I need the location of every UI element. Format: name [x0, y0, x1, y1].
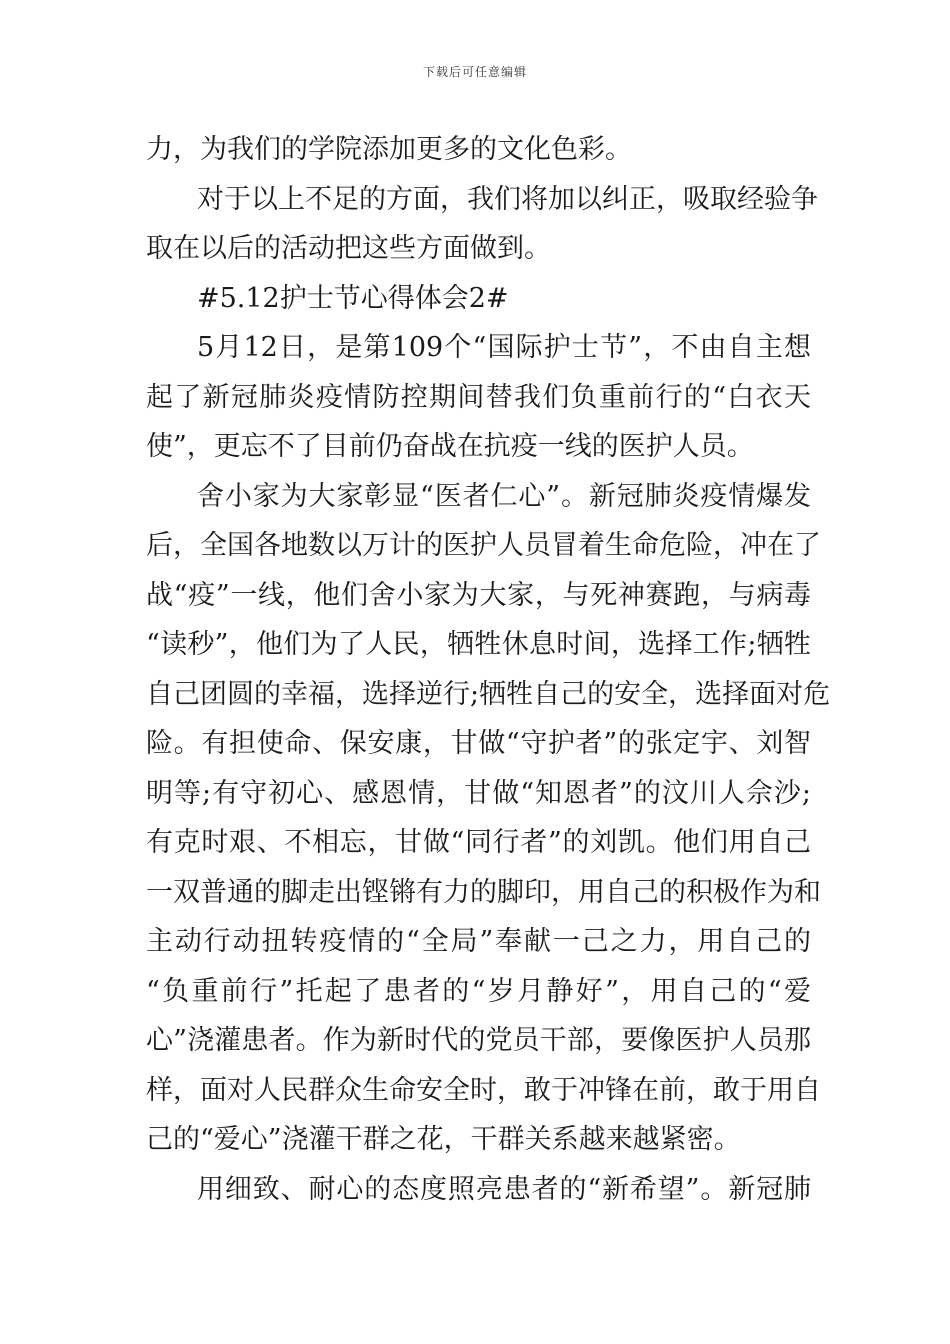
document-body	[146, 125, 831, 1214]
text-line: 有克时艰、不相忘，甘做“同行者”的刘凯。他们用自己	[146, 827, 811, 858]
text-line: 自己团圆的幸福，选择逆行;牺牲自己的安全，选择面对危	[146, 678, 831, 710]
text-line: 使”，更忘不了目前仍奋战在抗疫一线的医护人员。	[146, 431, 754, 462]
text-line: 主动行动扭转疫情的“全局”奉献一己之力，用自己的	[146, 926, 811, 957]
text-line: 力，为我们的学院添加更多的文化色彩。	[146, 134, 632, 165]
text-line: 后，全国各地数以万计的医护人员冒着生命危险，冲在了	[146, 530, 821, 561]
text-line: 对于以上不足的方面，我们将加以纠正，吸取经验争	[197, 183, 818, 215]
text-line: 样，面对人民群众生命安全时，敢于冲锋在前，敢于用自	[146, 1074, 821, 1106]
text-line: 战“疫”一线，他们舍小家为大家，与死神赛跑，与病毒	[146, 579, 811, 611]
text-line: 一双普通的脚走出铿锵有力的脚印，用自己的积极作为和	[146, 876, 821, 908]
text-line: 用细致、耐心的态度照亮患者的“新希望”。新冠肺	[197, 1173, 811, 1205]
text-line: 取在以后的活动把这些方面做到。	[146, 233, 551, 264]
text-line: 己的“爱心”浇灌干群之花，干群关系越来越紧密。	[146, 1124, 741, 1155]
page-header-note: 下载后可任意编辑	[422, 65, 527, 79]
text-line: “负重前行”托起了患者的“岁月静好”，用自己的“爱	[146, 975, 811, 1007]
text-line: 起了新冠肺炎疫情防控期间替我们负重前行的“白衣天	[146, 381, 811, 413]
text-line: “读秒”，他们为了人民，牺牲休息时间，选择工作;牺牲	[146, 629, 811, 660]
text-line: 5月12日，是第109个“国际护士节”，不由自主想	[197, 332, 811, 363]
text-line: 舍小家为大家彰显“医者仁心”。新冠肺炎疫情爆发	[197, 480, 811, 512]
section-heading: #5.12护士节心得体会2#	[197, 282, 509, 314]
text-line: 险。有担使命、保安康，甘做“守护者”的张定宇、刘智	[146, 728, 811, 759]
text-line: 明等;有守初心、感恩情，甘做“知恩者”的汶川人佘沙;	[146, 777, 811, 809]
text-line: 心”浇灌患者。作为新时代的党员干部，要像医护人员那	[146, 1025, 811, 1056]
